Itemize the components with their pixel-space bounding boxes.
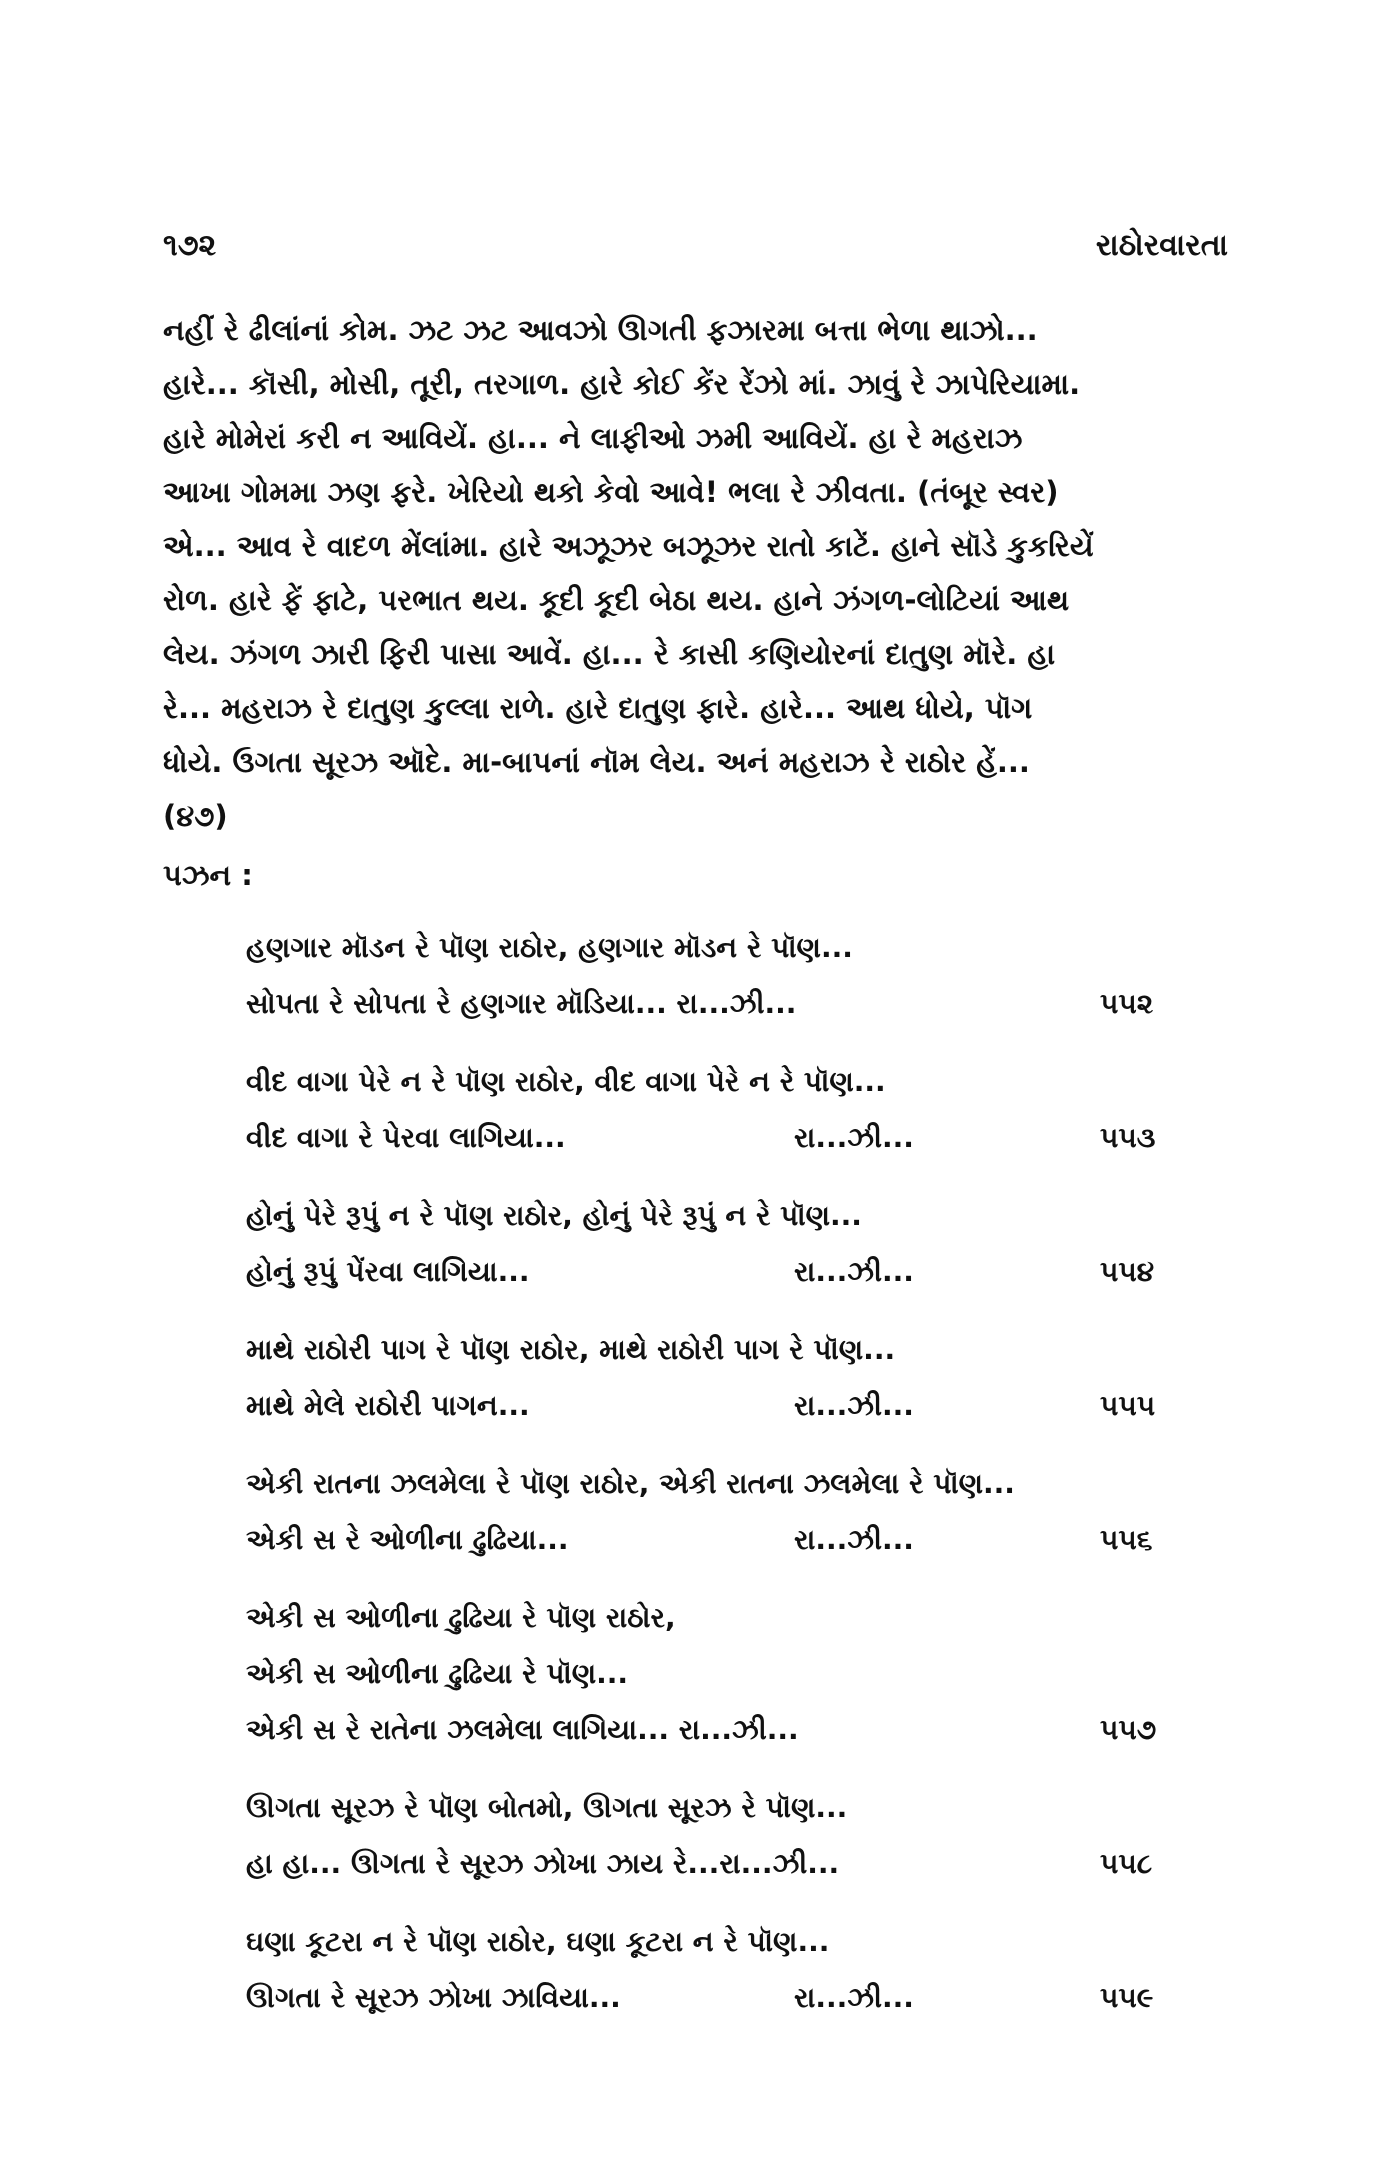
prose-line: ધોયે. ઉગતા સૂરઝ ઑદે. મા-બાપનાં નૉમ લેય. અનં મહરાઝ રે રાઠોર હેં... — [163, 745, 1030, 779]
verse-line — [246, 1110, 1246, 1166]
stanza — [246, 1054, 1246, 1166]
verse-text: હોનું પેરે રૂપું ન રે પૉણ રાઠોર, હોનું પેરે રૂપું ન રે પૉણ... — [246, 1199, 862, 1232]
verse-line — [246, 1646, 1246, 1702]
verse-text: હણગાર મૉડન રે પૉણ રાઠોર, હણગાર મૉડન રે પૉણ... — [246, 931, 853, 964]
stanza — [246, 1188, 1246, 1300]
verse-number: ૫૫૮ — [1100, 1847, 1153, 1880]
verse-section — [246, 920, 1246, 2048]
verse-number: ૫૫૨ — [1100, 987, 1154, 1020]
prose-paragraph — [163, 303, 1229, 843]
stanza — [246, 1322, 1246, 1434]
prose-line: (૪૭) — [163, 799, 228, 833]
verse-line — [246, 976, 1246, 1032]
stanza — [246, 920, 1246, 1032]
verse-line — [246, 1456, 1246, 1512]
verse-line — [246, 1914, 1246, 1970]
verse-line — [246, 1780, 1246, 1836]
verse-line — [246, 1054, 1246, 1110]
verse-text: એકી રાતના ઝલમેલા રે પૉણ રાઠોર, એકી રાતના ઝલમેલા રે પૉણ... — [246, 1467, 1015, 1500]
verse-text: એકી સ રે રાતેના ઝલમેલા લાગિયા... રા...ઝી... — [246, 1713, 799, 1746]
verse-text: માથે મેલે રાઠોરી પાગન... — [246, 1389, 530, 1422]
verse-refrain: રા...ઝી... — [794, 1981, 914, 2014]
stanza — [246, 1590, 1246, 1758]
verse-text: ઘણા કૂટરા ન રે પૉણ રાઠોર, ઘણા કૂટરા ન રે પૉણ... — [246, 1925, 830, 1958]
prose-line: હારે... કૉસી, મોસી, તૂરી, તરગાળ. હારે કોઈ કેંર રેંઝો માં. ઝાવું રે ઝાપેરિયામા. — [163, 367, 1081, 401]
prose-line: આખા ગોમમા ઝણ ફરે. ખેરિયો થકો કેવો આવે! ભલા રે ઝીવતા. (તંબૂર સ્વર) — [163, 475, 1059, 509]
verse-line — [246, 1322, 1246, 1378]
verse-refrain: રા...ઝી... — [794, 1523, 914, 1556]
prose-line: રોળ. હારે ફેં ફાટે, પરભાત થય. કૂદી કૂદી બેઠા થય. હાને ઝંગળ-લોટિયાં આથ — [163, 583, 1070, 617]
verse-refrain: રા...ઝી... — [794, 1255, 914, 1288]
verse-number: ૫૫૫ — [1100, 1389, 1156, 1422]
stanza — [246, 1914, 1246, 2026]
verse-text: એકી સ રે ઓળીના ઢુઢિયા... — [246, 1523, 569, 1556]
verse-number: ૫૫૪ — [1100, 1255, 1155, 1288]
stanza — [246, 1780, 1246, 1892]
page-header — [163, 228, 1228, 268]
verse-line — [246, 920, 1246, 976]
verse-number: ૫૫૩ — [1100, 1121, 1156, 1154]
verse-text: હા હા... ઊગતા રે સૂરઝ ઝોખા ઝાય રે...રા...ઝી... — [246, 1847, 840, 1880]
verse-line — [246, 1590, 1246, 1646]
verse-text: હોનું રૂપું પેંરવા લાગિયા... — [246, 1255, 530, 1288]
verse-text: સોપતા રે સોપતા રે હણગાર મૉડિયા... રા...ઝી... — [246, 987, 797, 1020]
verse-number: ૫૫૯ — [1100, 1981, 1154, 2014]
verse-line — [246, 1702, 1246, 1758]
verse-text: ઊગતા રે સૂરઝ ઝોખા ઝાવિયા... — [246, 1981, 621, 2014]
prose-line: રે... મહરાઝ રે દાતુણ કુલ્લા રાળે. હારે દાતુણ ફારે. હારે... આથ ધોયે, પૉગ — [163, 691, 1033, 725]
running-title: રાઠોરવારતા — [1095, 228, 1228, 263]
section-label: પઝન : — [163, 858, 253, 892]
verse-line — [246, 1970, 1246, 2026]
verse-line — [246, 1512, 1246, 1568]
page-number: ૧૭૨ — [163, 228, 217, 263]
verse-text: એકી સ ઓળીના ઢુઢિયા રે પૉણ... — [246, 1657, 629, 1690]
prose-line: હારે મોમેરાં કરી ન આવિયેં. હા... ને લાફીઓ ઝમી આવિયેં. હા રે મહરાઝ — [163, 421, 1023, 455]
verse-number: ૫૫૬ — [1100, 1523, 1153, 1556]
verse-text: એકી સ ઓળીના ઢુઢિયા રે પૉણ રાઠોર, — [246, 1601, 676, 1634]
prose-line: લેય. ઝંગળ ઝારી ફિરી પાસા આવેં. હા... રે કાસી કણિયોરનાં દાતુણ મૉરે. હા — [163, 637, 1056, 671]
prose-line: નહીં રે ઢીલાંનાં કોમ. ઝટ ઝટ આવઝો ઊગતી ફઝારમા બત્તા ભેળા થાઝો... — [163, 313, 1038, 347]
verse-line — [246, 1378, 1246, 1434]
verse-refrain: રા...ઝી... — [794, 1121, 914, 1154]
verse-text: ઊગતા સૂરઝ રે પૉણ બોતમો, ઊગતા સૂરઝ રે પૉણ... — [246, 1791, 848, 1824]
verse-line — [246, 1188, 1246, 1244]
verse-refrain: રા...ઝી... — [794, 1389, 914, 1422]
prose-line: એ... આવ રે વાદળ મેંલાંમા. હારે અઝૂઝર બઝૂઝર રાતો કાટેં. હાને સૉડે કુકરિયેં — [163, 529, 1094, 563]
verse-number: ૫૫૭ — [1100, 1713, 1157, 1746]
stanza — [246, 1456, 1246, 1568]
verse-text: વીદ વાગા રે પેરવા લાગિયા... — [246, 1121, 566, 1154]
verse-text: માથે રાઠોરી પાગ રે પૉણ રાઠોર, માથે રાઠોરી પાગ રે પૉણ... — [246, 1333, 896, 1366]
verse-text: વીદ વાગા પેરે ન રે પૉણ રાઠોર, વીદ વાગા પેરે ન રે પૉણ... — [246, 1065, 886, 1098]
verse-line — [246, 1836, 1246, 1892]
verse-line — [246, 1244, 1246, 1300]
